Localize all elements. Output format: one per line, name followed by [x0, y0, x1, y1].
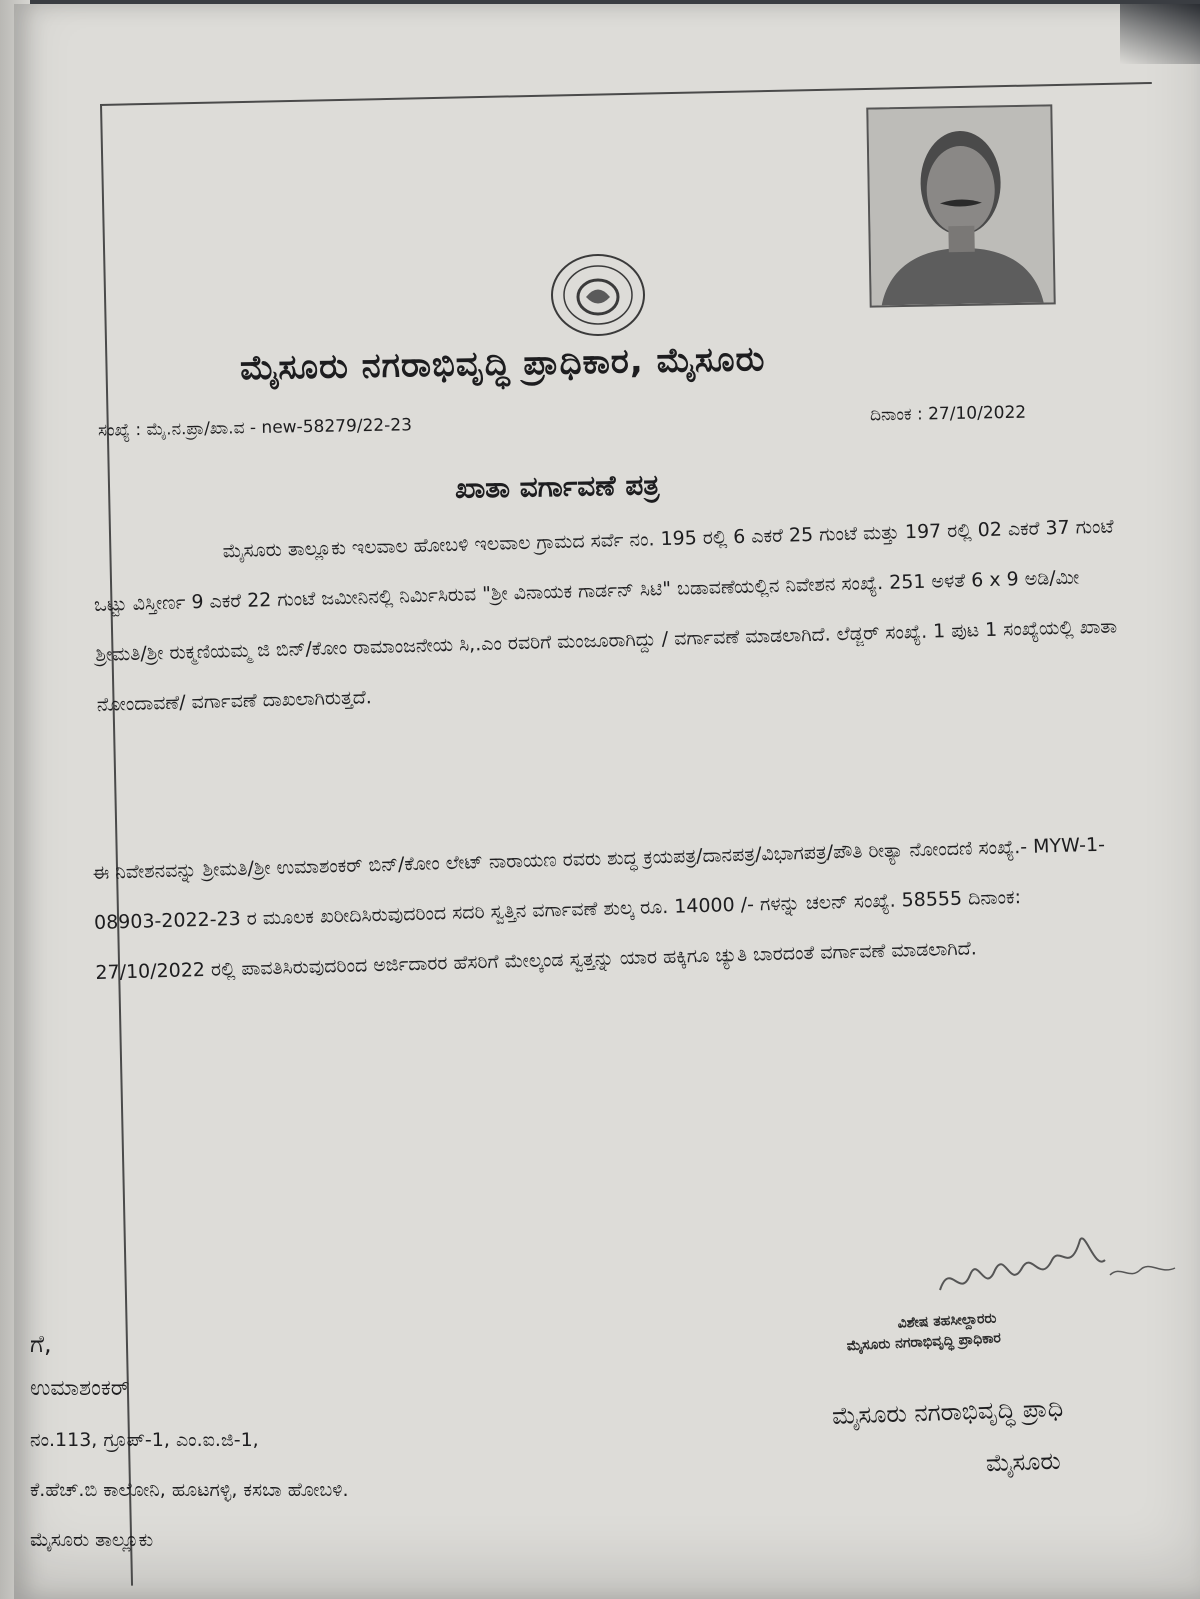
authority-title: ಮೈಸೂರು ನಗರಾಭಿವೃದ್ಧಿ ಪ್ರಾಧಿಕಾರ, ಮೈಸೂರು — [239, 339, 766, 389]
person-photo-icon — [868, 106, 1053, 305]
recipient-address-2: ಕೆ.ಹೆಚ್.ಬಿ ಕಾಲೋನಿ, ಹೂಟಗಳ್ಳಿ, ಕಸಬಾ ಹೋಬಳಿ. — [30, 1479, 349, 1501]
signatory-office: ಮೈಸೂರು ನಗರಾಭಿವೃದ್ಧಿ ಪ್ರಾಧಿ — [831, 1393, 1064, 1431]
recipient-to: ಗೆ, — [30, 1330, 52, 1358]
signature — [930, 1230, 1180, 1310]
seal-line-2: ಮೈಸೂರು ನಗರಾಭಿವೃದ್ಧಿ ಪ್ರಾಧಿಕಾರ — [846, 1330, 1002, 1355]
recipient-block — [30, 1330, 349, 1579]
top-right-shadow — [1120, 4, 1200, 64]
seal-line-1: ವಿಶೇಷ ತಹಸೀಲ್ದಾರರು — [897, 1310, 997, 1332]
body-paragraph-1: ಮೈಸೂರು ತಾಲ್ಲೂಕು ಇಲವಾಲ ಹೋಬಳಿ ಇಲವಾಲ ಗ್ರಾಮದ ಸರ್ವೆ ನಂ. 195 ರಲ್ಲಿ 6 ಎಕರೆ 25 ಗುಂಟೆ ಮತ್ತು 197 ರಲ್ಲಿ 02 ಎಕರೆ 37 ಗುಂಟೆ ಒಟ್ಟು ವಿಸ್ತೀರ್ಣ 9 ಎಕರೆ 22 ಗುಂಟೆ ಜಮೀನಿನಲ್ಲಿ ನಿರ್ಮಿಸಿರುವ "ಶ್ರೀ ವಿನಾಯಕ ಗಾರ್ಡನ್ ಸಿಟಿ" ಬಡಾವಣೆಯಲ್ಲಿನ ನಿವೇಶನ ಸಂಖ್ಯೆ. 251 ಅಳತೆ 6 x 9 ಅಡಿ/ಮೀ ಶ್ರೀಮತಿ/ಶ್ರೀ ರುಕ್ಮಣಿಯಮ್ಮ ಜಿ ಬಿನ್/ಕೋಂ ರಾಮಾಂಜನೇಯ ಸಿ,.ಎಂ ರವರಿಗೆ ಮಂಜೂರಾಗಿದ್ದು / ವರ್ಗಾವಣೆ ಮಾಡಲಾಗಿದೆ. ಲೆಡ್ಜರ್ ಸಂಖ್ಯೆ. 1 ಪುಟ 1 ಸಂಖ್ಯೆಯಲ್ಲಿ ಖಾತಾ ನೋಂದಾವಣೆ/ ವರ್ಗಾವಣೆ ದಾಖಲಾಗಿರುತ್ತದೆ. — [93, 515, 1118, 716]
emblem-seal-icon — [548, 252, 648, 338]
signatory-city: ಮೈಸೂರು — [985, 1446, 1062, 1478]
applicant-photo — [866, 104, 1055, 307]
recipient-address-1: ನಂ.113, ಗ್ರೂಪ್-1, ಎಂ.ಐ.ಜಿ-1, — [30, 1429, 259, 1451]
body-paragraph-2: ಈ ನಿವೇಶನವನ್ನು ಶ್ರೀಮತಿ/ಶ್ರೀ ಉಮಾಶಂಕರ್ ಬಿನ್/ಕೋಂ ಲೇಟ್ ನಾರಾಯಣ ರವರು ಶುದ್ಧ ಕ್ರಯಪತ್ರ/ದಾನಪತ್ರ/ವಿಭಾಗಪತ್ರ/ಪೌತಿ ರೀತ್ಯಾ ನೋಂದಣಿ ಸಂಖ್ಯೆ.- MYW-1-08903-2022-23 ರ ಮೂಲಕ ಖರೀದಿಸಿರುವುದರಿಂದ ಸದರಿ ಸ್ವತ್ತಿನ ವರ್ಗಾವಣೆ ಶುಲ್ಕ ರೂ. 14000 /- ಗಳನ್ನು ಚಲನ್ ಸಂಖ್ಯೆ. 58555 ದಿನಾಂಕ: 27/10/2022 ರಲ್ಲಿ ಪಾವತಿಸಿರುವುದರಿಂದ ಅರ್ಜಿದಾರರ ಹೆಸರಿಗೆ ಮೇಲ್ಕಂಡ ಸ್ವತ್ತನ್ನು ಯಾರ ಹಕ್ಕಿಗೂ ಚ್ಯುತಿ ಬಾರದಂತೆ ವರ್ಗಾವಣೆ ಮಾಡಲಾಗಿದೆ. — [92, 833, 1106, 984]
recipient-name: ಉಮಾಶಂಕರ್ — [30, 1376, 130, 1401]
authority-emblem — [548, 252, 648, 338]
document-date: ದಿನಾಂಕ : 27/10/2022 — [869, 402, 1027, 426]
recipient-address-3: ಮೈಸೂರು ತಾಲ್ಲೂಕು — [30, 1529, 154, 1551]
document-title: ಖಾತಾ ವರ್ಗಾವಣೆ ಪತ್ರ — [454, 468, 660, 505]
reference-number: ಸಂಖ್ಯೆ : ಮೈ.ನ.ಪ್ರಾ/ಖಾ.ವ - new-58279/22-23 — [97, 415, 413, 441]
handwritten-signature-icon — [930, 1230, 1180, 1310]
